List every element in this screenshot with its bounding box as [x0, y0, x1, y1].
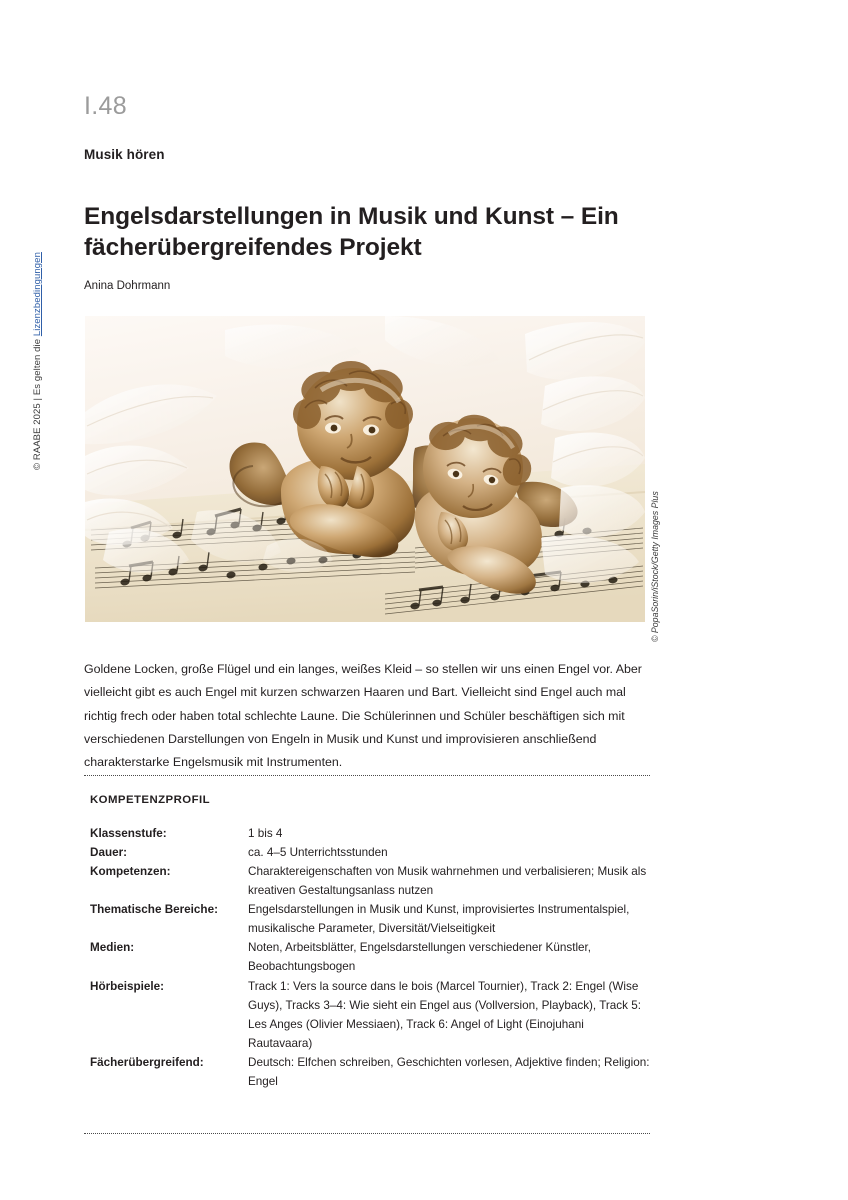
- angel-photo-illustration: [85, 316, 645, 622]
- copyright-license-note: [33, 210, 43, 470]
- copyright-text: © RAABE 2025 | Es gelten die: [32, 336, 43, 470]
- row-value: 1 bis 4: [248, 827, 283, 840]
- table-row: [90, 977, 650, 1053]
- author-name: Anina Dohrmann: [84, 280, 171, 292]
- intro-paragraph: Goldene Locken, große Flügel und ein langes, weißes Kleid – so stellen wir uns einen Engel vor. Aber vielleicht gibt es auch Engel mit kurzen schwarzen Haaren und Bart. Vielleicht sind Engel auch mal richtig frech oder haben total schlechte Laune. Die Schülerinnen und Schüler beschäftigen sich mit verschiedenen Darstellungen von Engeln in Musik und Kunst und improvisieren anschließend charakterstarke Engelsmusik mit Instrumenten.: [84, 662, 642, 769]
- row-label: Fächerübergreifend:: [90, 1055, 204, 1069]
- divider-bottom: [84, 1133, 650, 1135]
- table-row: [90, 900, 650, 938]
- header-photo: [85, 316, 645, 622]
- row-value: Engelsdarstellungen in Musik und Kunst, improvisiertes Instrumentalspiel, musikalische Parameter, Diversität/Vielseitigkeit: [248, 903, 630, 936]
- row-value: Track 1: Vers la source dans le bois (Marcel Tournier), Track 2: Engel (Wise Guys), Tracks 3–4: Wie sieht ein Engel aus (Vollversion, Playback), Track 5: Les Anges (Olivier Messiaen), Track 6: Angel of Light (Einojuhani Rautavaara): [248, 979, 641, 1050]
- table-row: [90, 1053, 650, 1091]
- table-row: [90, 843, 650, 862]
- row-label: Hörbeispiele:: [90, 979, 165, 993]
- table-row: [90, 862, 650, 900]
- page-title: Engelsdarstellungen in Musik und Kunst – Ein fächerübergreifendes Projekt: [84, 203, 619, 262]
- row-label: Medien:: [90, 941, 135, 955]
- row-label: Dauer:: [90, 846, 128, 860]
- chapter-code: I.48: [84, 92, 127, 120]
- row-value: Noten, Arbeitsblätter, Engelsdarstellungen verschiedener Künstler, Beobachtungsbogen: [248, 941, 592, 974]
- row-label: Thematische Bereiche:: [90, 903, 218, 917]
- section-label: Musik hören: [84, 147, 165, 162]
- row-label: Klassenstufe:: [90, 827, 167, 840]
- competency-profile-heading: KOMPETENZPROFIL: [90, 794, 211, 806]
- license-terms-link[interactable]: Lizenzbedingungen: [32, 252, 43, 337]
- divider-top: [84, 775, 650, 777]
- row-label: Kompetenzen:: [90, 865, 171, 879]
- photo-credit: © PopaSorin/iStock/Getty Images Plus: [650, 491, 660, 642]
- row-value: Deutsch: Elfchen schreiben, Geschichten vorlesen, Adjektive finden; Religion: Engel: [248, 1055, 650, 1088]
- table-row: [90, 824, 650, 843]
- table-row: [90, 938, 650, 976]
- row-value: ca. 4–5 Unterrichtsstunden: [248, 846, 388, 860]
- competency-profile-table: [90, 824, 650, 1091]
- row-value: Charaktereigenschaften von Musik wahrnehmen und verbalisieren; Musik als kreativen Gestaltungsanlass nutzen: [248, 865, 647, 898]
